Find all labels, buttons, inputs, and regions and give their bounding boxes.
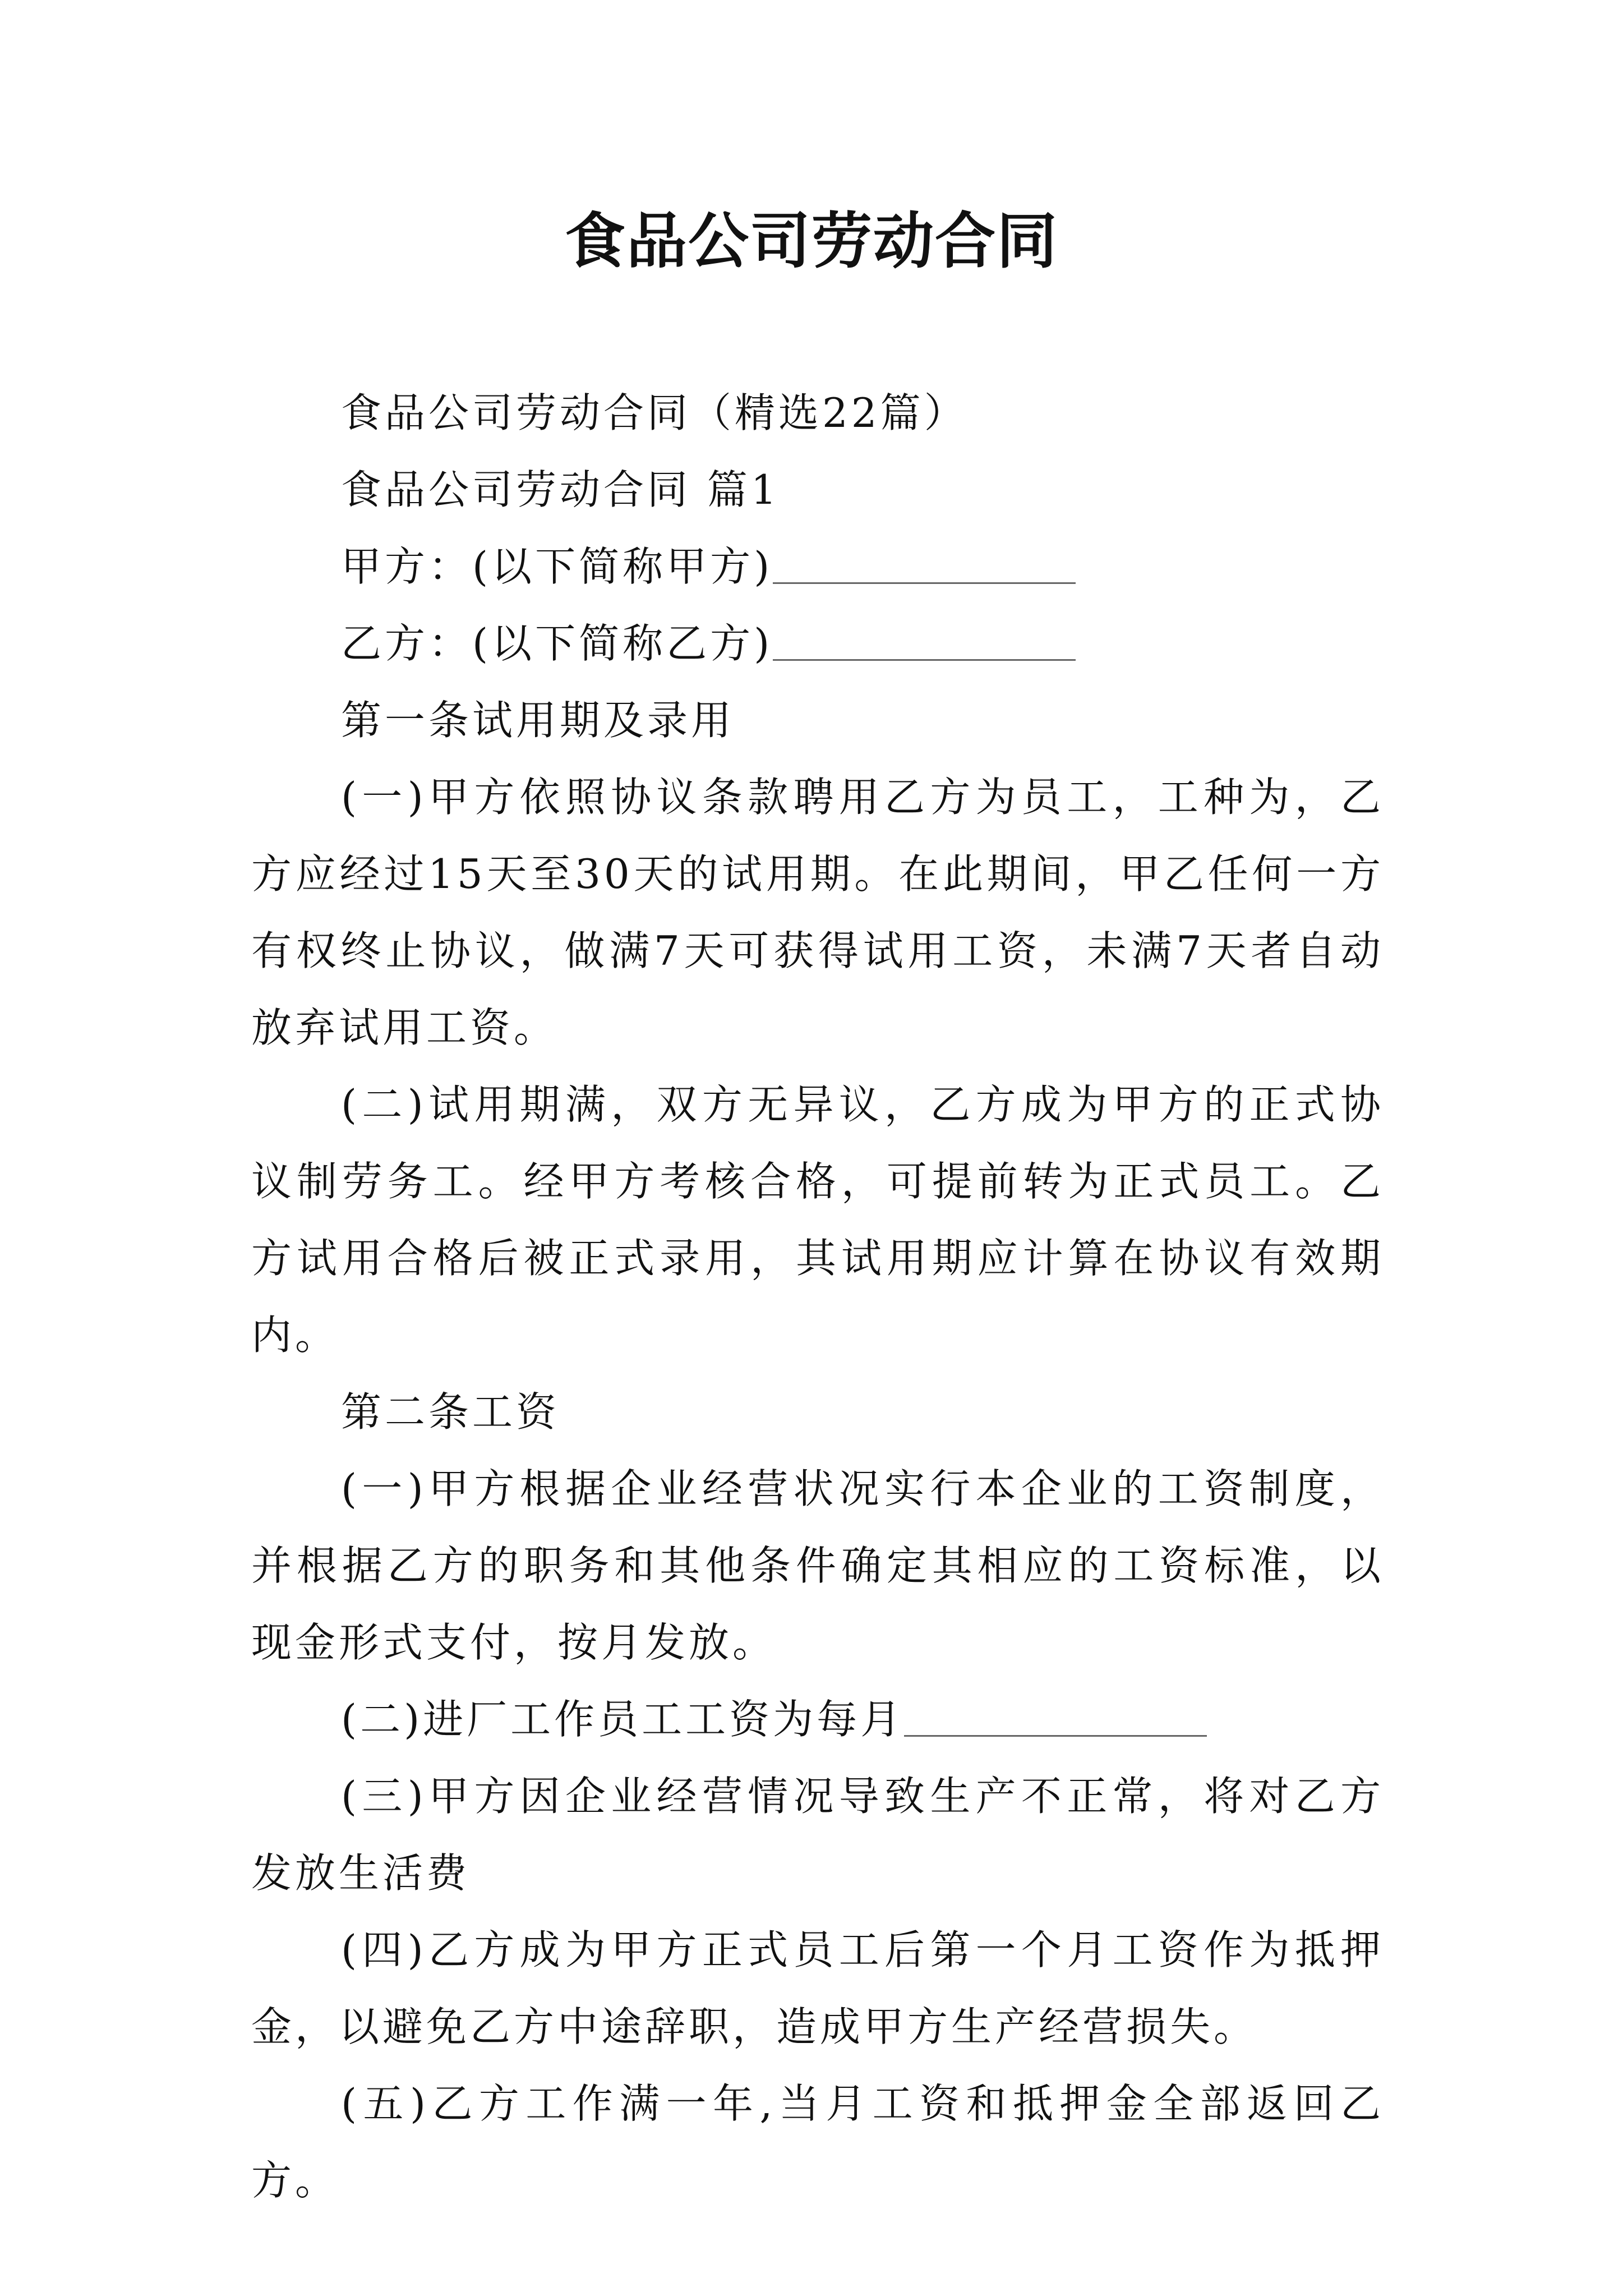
section-heading: [251, 452, 1384, 528]
party-a-line: [251, 528, 1384, 605]
paragraph-text: (一)甲方依照协议条款聘用乙方为员工，工种为，乙方应经过15天至30天的试用期。在此期间，甲乙任何一方有权终止协议，做满7天可获得试用工资，未满7天者自动放弃试用工资。: [251, 774, 1384, 1051]
subtitle-paragraph: [251, 375, 1384, 452]
paragraph-text: 第二条工资: [341, 1388, 560, 1435]
clause-paragraph: [251, 1912, 1384, 2065]
clause-paragraph: [251, 2065, 1384, 2219]
clause-paragraph: [251, 1066, 1384, 1374]
paragraph-text: 第一条试用期及录用: [341, 697, 735, 744]
paragraph-text: (二)试用期满，双方无异议，乙方成为甲方的正式协议制劳务工。经甲方考核合格，可提前转为正式员工。乙方试用合格后被正式录用，其试用期应计算在协议有效期内。: [251, 1081, 1384, 1359]
article-heading: [251, 682, 1384, 759]
article-heading: [251, 1374, 1384, 1451]
party-b-line: [251, 605, 1384, 682]
document-body: [251, 375, 1384, 2219]
clause-paragraph: [251, 1758, 1384, 1912]
paragraph-text: 食品公司劳动合同（精选22篇）: [341, 389, 968, 436]
paragraph-text: 乙方：(以下简称乙方): [341, 620, 773, 667]
salary-line: [251, 1681, 1384, 1758]
salary-blank-line: [904, 1696, 1207, 1737]
document-title: 食品公司劳动合同: [564, 206, 1058, 277]
paragraph-text: (四)乙方成为甲方正式员工后第一个月工资作为抵押金，以避免乙方中途辞职，造成甲方生产经营损失。: [251, 1926, 1384, 2050]
party-a-blank-line: [773, 543, 1076, 584]
paragraph-text: 食品公司劳动合同 篇1: [341, 466, 780, 513]
clause-paragraph: [251, 1451, 1384, 1681]
paragraph-text: 甲方：(以下简称甲方): [341, 543, 773, 590]
paragraph-text: (二)进厂工作员工工资为每月: [341, 1696, 905, 1743]
paragraph-text: (五)乙方工作满一年,当月工资和抵押金全部返回乙方。: [251, 2080, 1384, 2204]
party-b-blank-line: [773, 620, 1076, 661]
paragraph-text: (一)甲方根据企业经营状况实行本企业的工资制度，并根据乙方的职务和其他条件确定其相应的工资标准，以现金形式支付，按月发放。: [251, 1465, 1384, 1666]
paragraph-text: (三)甲方因企业经营情况导致生产不正常，将对乙方发放生活费: [251, 1773, 1384, 1897]
clause-paragraph: [251, 759, 1384, 1066]
